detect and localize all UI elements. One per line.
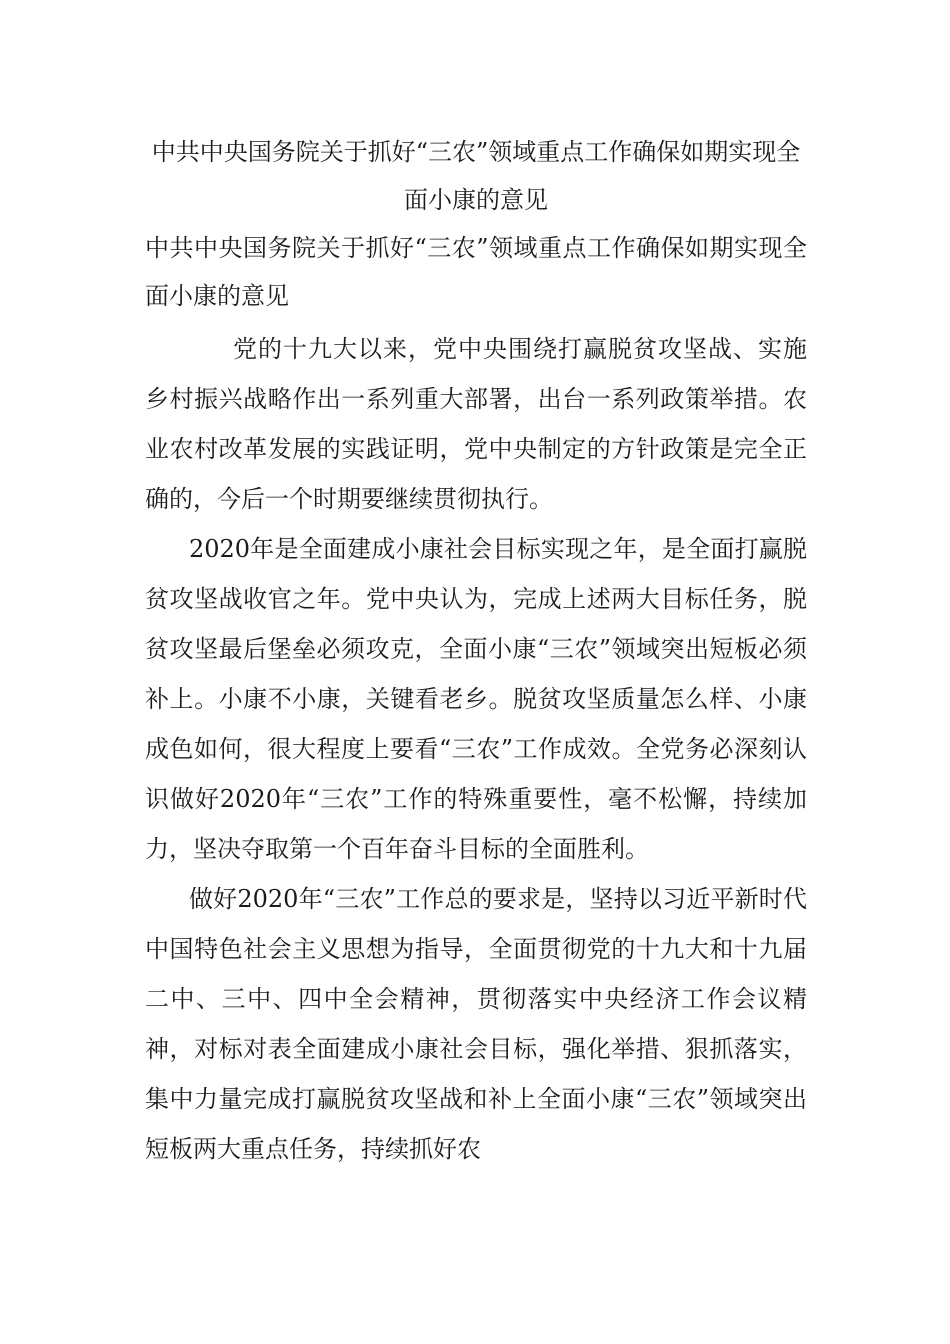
document-subtitle: 中共中央国务院关于抓好“三农”领域重点工作确保如期实现全面小康的意见	[145, 234, 807, 310]
paragraph-1: 党的十九大以来，党中央围绕打赢脱贫攻坚战、实施乡村振兴战略作出一系列重大部署，出台一系列政策举措。农业农村改革发展的实践证明，党中央制定的方针政策是完全正确的，今后一个时期要继续贯彻执行。	[145, 335, 807, 513]
paragraph-2: 2020年是全面建成小康社会目标实现之年，是全面打赢脱贫攻坚战收官之年。党中央认为，完成上述两大目标任务，脱贫攻坚最后堡垒必须攻克，全面小康“三农”领域突出短板必须补上。小康不小康，关键看老乡。脱贫攻坚质量怎么样、小康成色如何，很大程度上要看“三农”工作成效。全党务必深刻认识做好2020年“三农”工作的特殊重要性，毫不松懈，持续加力，坚决夺取第一个百年奋斗目标的全面胜利。	[145, 535, 807, 863]
document-body	[145, 128, 807, 1174]
document-title: 中共中央国务院关于抓好“三农”领域重点工作确保如期实现全面小康的意见	[151, 138, 801, 214]
paragraph-3: 做好2020年“三农”工作总的要求是，坚持以习近平新时代中国特色社会主义思想为指导，全面贯彻党的十九大和十九届二中、三中、四中全会精神，贯彻落实中央经济工作会议精神，对标对表全面建成小康社会目标，强化举措、狠抓落实，集中力量完成打赢脱贫攻坚战和补上全面小康“三农”领域突出短板两大重点任务，持续抓好农	[145, 885, 807, 1163]
